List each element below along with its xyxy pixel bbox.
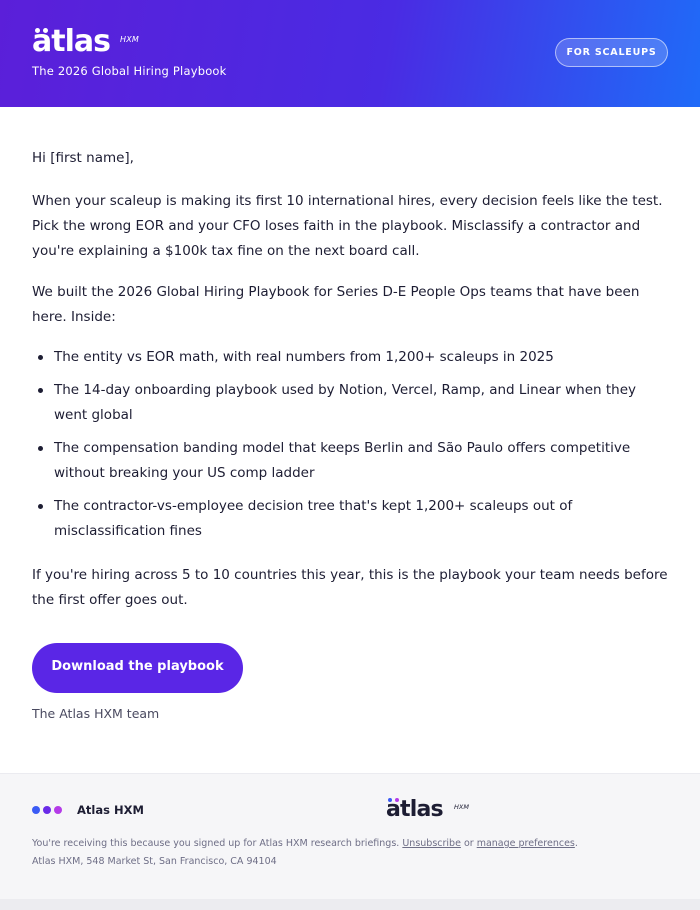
list-item: The entity vs EOR math, with real numbers from 1,200+ scaleups in 2025 xyxy=(32,345,668,370)
signoff: The Atlas HXM team xyxy=(32,706,160,721)
closing-paragraph: If you're hiring across 5 to 10 countries this year, this is the playbook your team needs before the first offer goes out. xyxy=(32,567,668,608)
intro-paragraph: When your scaleup is making its first 10 international hires, every decision feels like the test. Pick the wrong EOR and your CFO loses faith in the playbook. Misclassify a contractor and you're explaining a $100k tax fine on the next board call. xyxy=(32,193,663,259)
or-text: or xyxy=(463,838,474,849)
download-playbook-button[interactable]: Download the playbook xyxy=(32,643,243,693)
logo-wordmark xyxy=(32,26,120,58)
email-footer xyxy=(0,773,700,899)
magenta-dot-icon xyxy=(54,806,62,814)
list-item: The compensation banding model that keeps Berlin and São Paulo offers competitive without breaking your US comp ladder xyxy=(32,436,668,486)
email-body xyxy=(0,107,700,773)
email-header xyxy=(0,0,700,107)
notice-period: . xyxy=(574,838,578,849)
logo-suffix: HXM xyxy=(120,35,139,44)
purple-dot-icon xyxy=(43,806,51,814)
list-item: The 14-day onboarding playbook used by Notion, Vercel, Ramp, and Linear when they went global xyxy=(32,378,668,428)
brand-dots-icon xyxy=(32,806,62,814)
company-address: Atlas HXM, 548 Market St, San Francisco, CA 94104 xyxy=(32,856,277,867)
playbook-paragraph: We built the 2026 Global Hiring Playbook for Series D-E People Ops teams that have been here. Inside: xyxy=(32,284,640,325)
feature-list xyxy=(32,345,668,552)
subscription-notice xyxy=(32,835,672,852)
notice-text: You're receiving this because you signed up for Atlas HXM research briefings. xyxy=(32,838,400,849)
footer-logo-suffix: HXM xyxy=(454,803,469,811)
greeting: Hi [first name], xyxy=(32,150,134,166)
header-tagline: The 2026 Global Hiring Playbook xyxy=(32,64,227,78)
logo-word: atlas xyxy=(32,24,110,59)
atlas-logo xyxy=(32,26,139,58)
bottom-strip xyxy=(0,899,700,910)
footer-logo-word: atlas xyxy=(386,797,443,822)
footer-brand-name: Atlas HXM xyxy=(77,803,144,817)
manage-preferences-link[interactable]: manage preferences xyxy=(476,838,575,849)
footer-atlas-logo xyxy=(386,796,476,824)
blue-dot-icon xyxy=(32,806,40,814)
audience-badge: FOR SCALEUPS xyxy=(555,38,668,67)
unsubscribe-link[interactable]: Unsubscribe xyxy=(402,838,461,849)
list-item: The contractor-vs-employee decision tree that's kept 1,200+ scaleups out of misclassification fines xyxy=(32,494,668,544)
